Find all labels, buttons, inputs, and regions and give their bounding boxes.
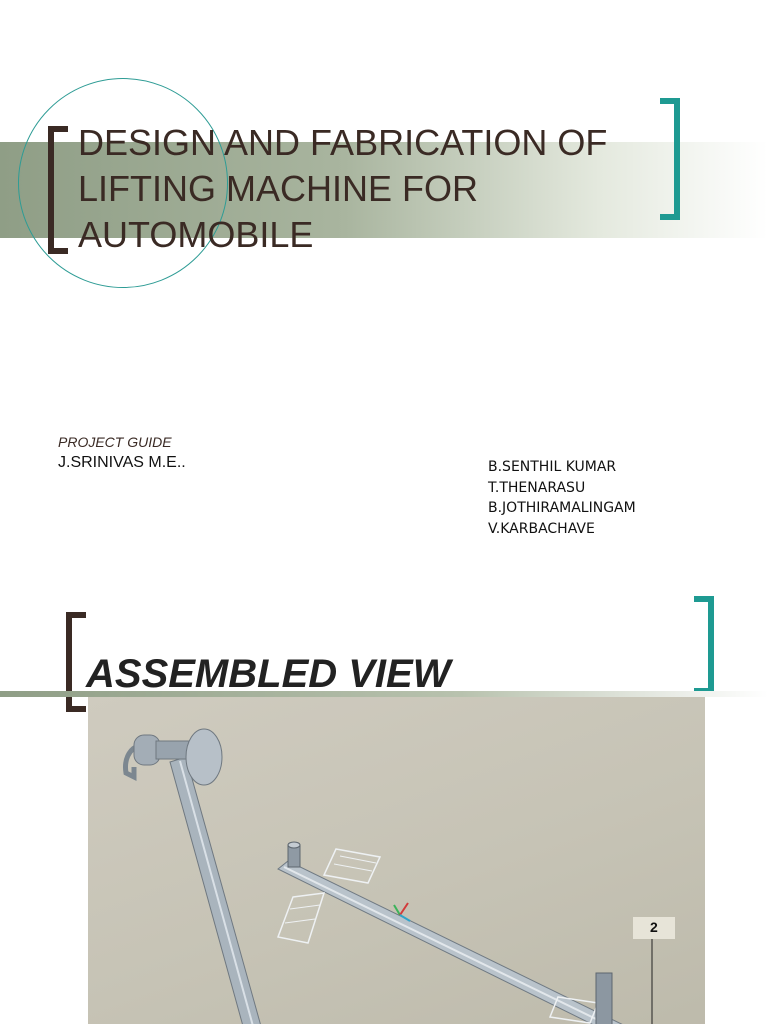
assembled-view-slide	[0, 590, 768, 1024]
left-bracket-icon	[48, 126, 68, 254]
team-member: T.THENARASU	[488, 479, 586, 496]
part-label: 2	[633, 917, 675, 939]
slide-title: ASSEMBLED VIEW	[86, 652, 451, 696]
project-guide-name: J.SRINIVAS M.E..	[58, 454, 186, 471]
team-member: B.JOTHIRAMALINGAM	[488, 500, 636, 516]
team-member: B.SENTHIL KUMAR	[488, 459, 617, 475]
left-bracket-icon	[66, 612, 86, 712]
cad-viewport	[88, 697, 705, 1024]
lifting-machine-model-icon	[88, 697, 705, 1024]
team-member: V.KARBACHAVE	[488, 520, 595, 537]
slide-title: DESIGN AND FABRICATION OF LIFTING MACHINE FOR AUTOMOBILE	[78, 122, 608, 255]
team-members	[488, 457, 636, 539]
project-guide-label: PROJECT GUIDE	[58, 434, 172, 450]
right-bracket-icon	[694, 596, 714, 694]
